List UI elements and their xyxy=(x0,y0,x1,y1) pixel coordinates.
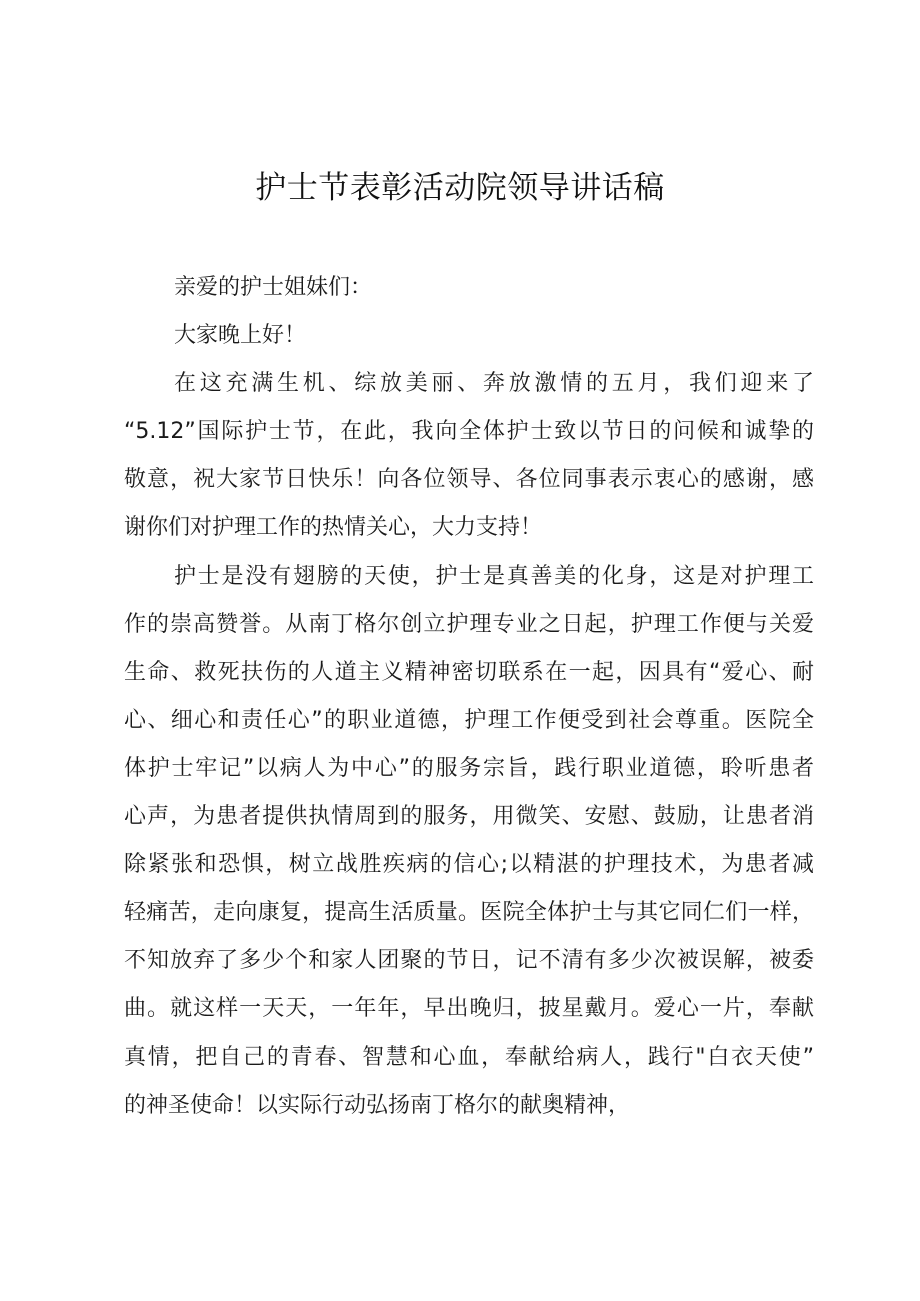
paragraph-line: 心声，为患者提供执情周到的服务，用微笑、安慰、鼓励，让患者消 xyxy=(124,804,814,830)
paragraph-line: 真情，把自己的青春、智慧和心血，奉献给病人，践行"白衣天使” xyxy=(124,1044,814,1070)
paragraph-line: 曲。就这样一天天，一年年，早出晚归，披星戴月。爱心一片，奉献 xyxy=(124,996,814,1022)
document-body xyxy=(124,264,814,1130)
salutation-line: 亲爱的护士姐妹们： xyxy=(174,275,373,300)
greeting-line: 大家晚上好！ xyxy=(174,323,307,349)
paragraph-line: 生命、救死扶伤的人道主义精神密切联系在一起，因具有“爱心、耐 xyxy=(124,659,814,685)
paragraph-line: 心、细心和责任心”的职业道德，护理工作便受到社会尊重。医院全 xyxy=(124,707,814,733)
paragraph-line: 作的崇高赞誉。从南丁格尔创立护理专业之日起，护理工作便与关爱 xyxy=(124,611,814,637)
paragraph-line: 不知放弃了多少个和家人团聚的节日，记不清有多少次被误解，被委 xyxy=(124,948,814,974)
paragraph-line: 在这充满生机、综放美丽、奔放激情的五月，我们迎来了 xyxy=(174,371,814,397)
paragraph-line: 轻痛苦，走向康复，提高生活质量。医院全体护士与其它同仁们一样， xyxy=(124,900,814,926)
paragraph-line: 除紧张和恐惧，树立战胜疾病的信心;以精湛的护理技术，为患者减 xyxy=(124,852,814,878)
paragraph-line: 护士是没有翅膀的天使，护士是真善美的化身，这是对护理工 xyxy=(174,563,814,589)
paragraph-line: 谢你们对护理工作的热情关心，大力支持！ xyxy=(124,515,543,541)
paragraph-line: 的神圣使命！以实际行动弘扬南丁格尔的献奥精神， xyxy=(124,1092,631,1118)
paragraph-line: 敬意，祝大家节日快乐！向各位领导、各位同事表示衷心的感谢，感 xyxy=(124,467,814,493)
paragraph-line: 体护士牢记”以病人为中心”的服务宗旨，践行职业道德，聆听患者 xyxy=(124,755,814,781)
document-title: 护士节表彰活动院领导讲话稿 xyxy=(255,170,665,206)
paragraph-line: “5.12”国际护士节，在此，我向全体护士致以节日的问候和诚挚的 xyxy=(124,419,814,445)
